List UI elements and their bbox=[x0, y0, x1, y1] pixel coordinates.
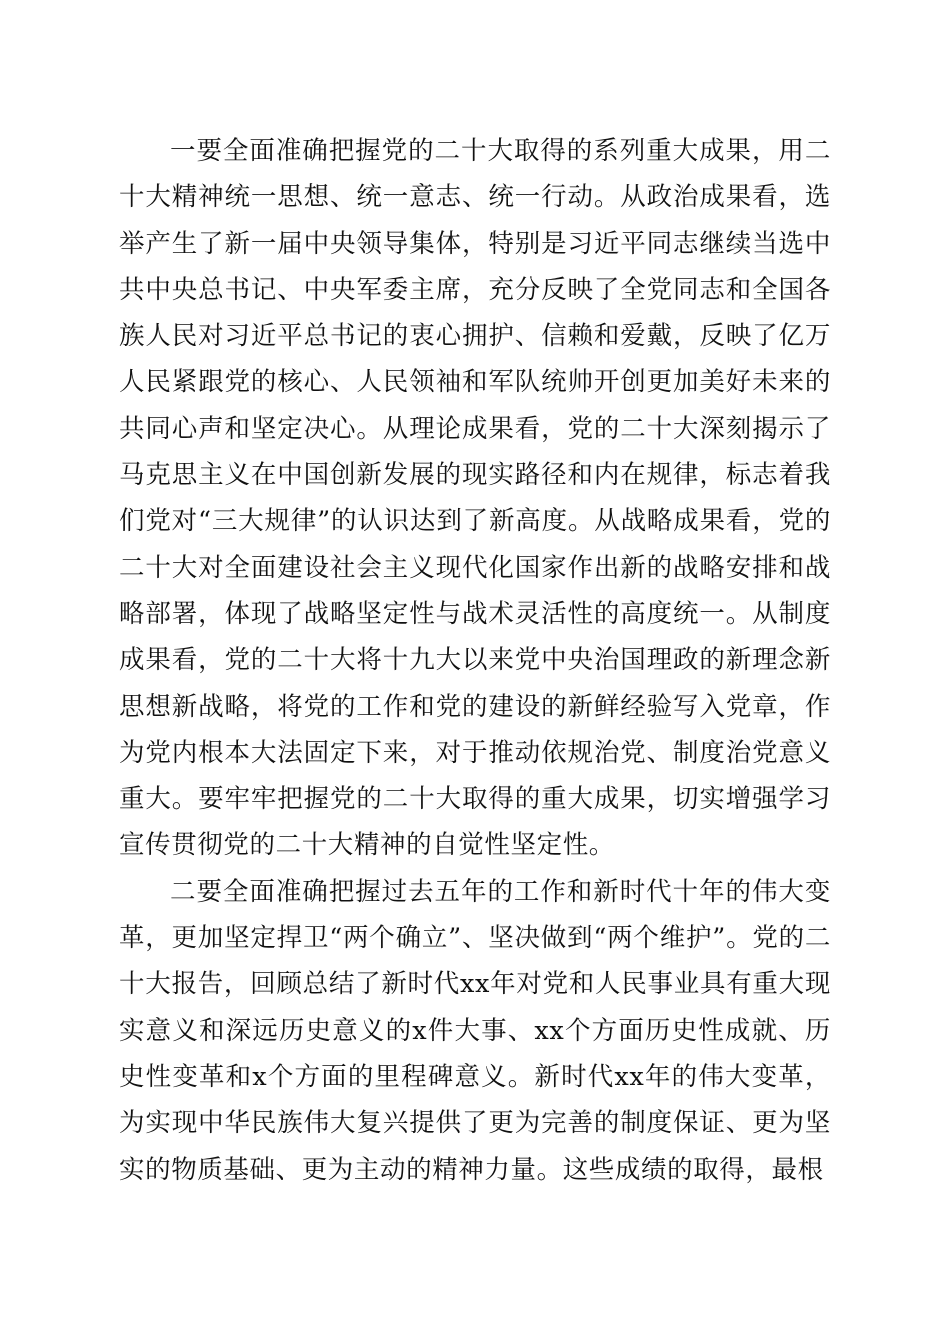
paragraph-1: 一要全面准确把握党的二十大取得的系列重大成果，用二十大精神统一思想、统一意志、统一行动。从政治成果看，选举产生了新一届中央领导集体，特别是习近平同志继续当选中共中央总书记、中央军委主席，充分反映了全党同志和全国各族人民对习近平总书记的衷心拥护、信赖和爱戴，反映了亿万人民紧跟党的核心、人民领袖和军队统帅开创更加美好未来的共同心声和坚定决心。从理论成果看，党的二十大深刻揭示了马克思主义在中国创新发展的现实路径和内在规律，标志着我们党对“三大规律”的认识达到了新高度。从战略成果看，党的二十大对全面建设社会主义现代化国家作出新的战略安排和战略部署，体现了战略坚定性与战术灵活性的高度统一。从制度成果看，党的二十大将十九大以来党中央治国理政的新理念新思想新战略，将党的工作和党的建设的新鲜经验写入党章，作为党内根本大法固定下来，对于推动依规治党、制度治党意义重大。要牢牢把握党的二十大取得的重大成果，切实增强学习宣传贯彻党的二十大精神的自觉性坚定性。 bbox=[119, 136, 831, 861]
paragraph-2: 二要全面准确把握过去五年的工作和新时代十年的伟大变革，更加坚定捍卫“两个确立”、坚决做到“两个维护”。党的二十大报告，回顾总结了新时代xx年对党和人民事业具有重大现实意义和深远历史意义的x件大事、xx个方面历史性成就、历史性变革和x个方面的里程碑意义。新时代xx年的伟大变革，为实现中华民族伟大复兴提供了更为完善的制度保证、更为坚实的物质基础、更为主动的精神力量。这些成绩的取得，最根 bbox=[119, 876, 831, 1185]
document-body bbox=[119, 128, 831, 1193]
